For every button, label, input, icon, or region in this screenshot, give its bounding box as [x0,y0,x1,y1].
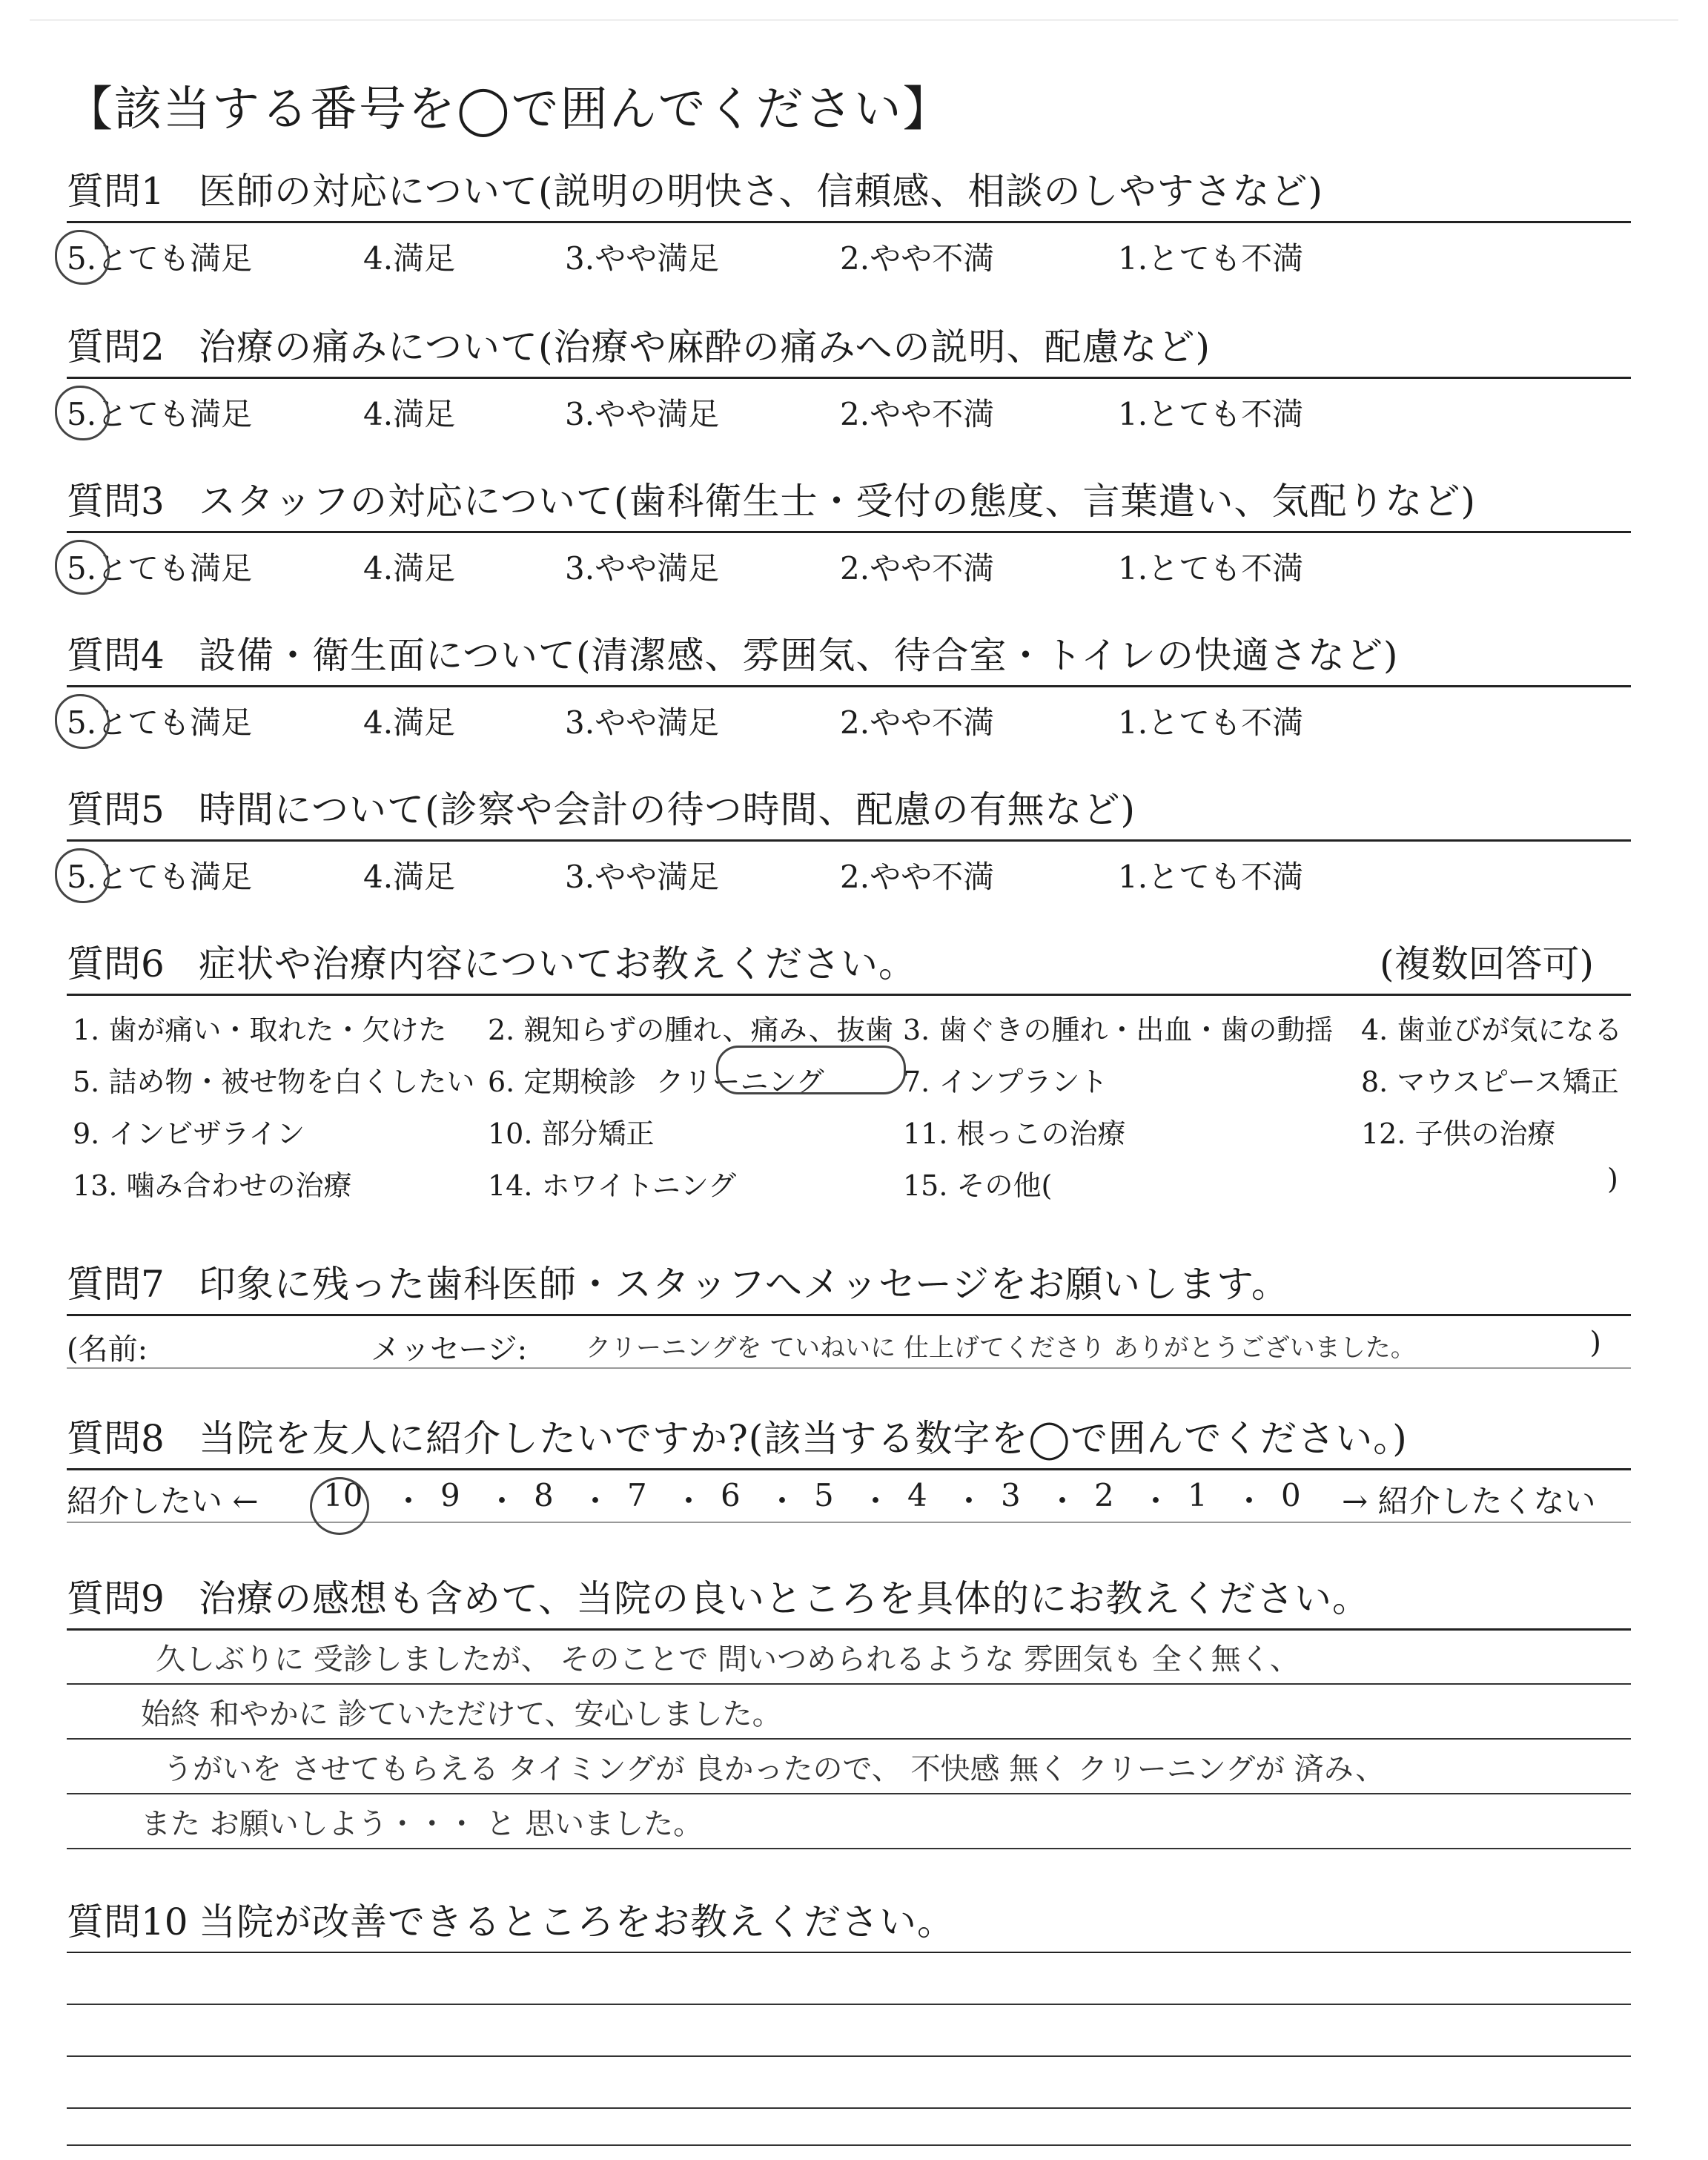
scale-dot: ・ [953,1483,985,1519]
option-4[interactable]: 4.満足 [363,859,456,895]
option-1[interactable]: 1.とても不満 [1118,550,1304,587]
scale-value-7[interactable]: 7 [627,1477,647,1513]
option-4[interactable]: 4.満足 [363,396,456,432]
scale-left-label: 紹介したい ← [67,1483,259,1519]
scale-dot: ・ [767,1483,798,1519]
question-label: 質問8 [67,1417,165,1460]
question-text: 治療の感想も含めて、当院の良いところを具体的にお教えください。 [199,1577,1370,1620]
question-text: 設備・衛生面について(清潔感、雰囲気、待合室・トイレの快適さなど) [199,634,1399,677]
option-5[interactable]: 5.とても満足 [67,240,253,277]
question-text: 当院を友人に紹介したいですか?(該当する数字を◯で囲んでください。) [199,1417,1408,1460]
question-header [67,1889,1631,1953]
scale-value-2[interactable]: 2 [1094,1477,1114,1513]
handwritten-answer-line: うがいを させてもらえる タイミングが 良かったので、 不快感 無く クリーニングが 済み、 [163,1752,1386,1786]
question-header [67,159,1631,223]
cleaning-selection-circle [716,1046,906,1094]
treatment-item[interactable]: 2. 親知らずの腫れ、痛み、抜歯 [488,1014,893,1046]
handwritten-answer-line: 久しぶりに 受診しましたが、 そのことで 問いつめられるような 雰囲気も 全く無く、 [156,1642,1300,1677]
option-1[interactable]: 1.とても不満 [1118,859,1304,895]
question-label: 質問4 [67,634,165,677]
scale-value-4[interactable]: 4 [907,1477,927,1513]
question-header [67,1252,1631,1316]
scale-value-1[interactable]: 1 [1188,1477,1208,1513]
question-label: 質問9 [67,1577,165,1620]
selection-circle [55,540,110,595]
scale-dot: ・ [580,1483,612,1519]
question-text: 当院が改善できるところをお教えください。 [199,1900,955,1943]
question-label: 質問1 [67,170,165,213]
recommendation-scale [67,1477,1631,1523]
treatment-item[interactable]: 7. インプラント [903,1066,1108,1098]
scale-dot: ・ [1140,1483,1172,1519]
treatment-item[interactable]: 14. ホワイトニング [488,1169,737,1202]
treatment-item[interactable]: 11. 根っこの治療 [903,1117,1126,1150]
question-header [67,931,1631,996]
option-1[interactable]: 1.とても不満 [1118,396,1304,432]
scale-value-8[interactable]: 8 [534,1477,554,1513]
question-text: 印象に残った歯科医師・スタッフへメッセージをお願いします。 [199,1263,1289,1306]
answer-line[interactable] [67,1683,1631,1740]
treatment-item[interactable]: 8. マウスピース矯正 [1361,1066,1619,1098]
selection-circle [55,694,110,749]
treatment-item[interactable]: 10. 部分矯正 [488,1117,655,1150]
top-edge-rule [30,19,1678,21]
scale-value-10[interactable]: 10 [323,1477,363,1513]
answer-line[interactable] [67,1628,1631,1685]
option-3[interactable]: 3.やや満足 [565,550,720,587]
scale-dot: ・ [393,1483,425,1519]
scale-dot: ・ [1234,1483,1265,1519]
treatment-item[interactable]: 3. 歯ぐきの腫れ・出血・歯の動揺 [903,1014,1334,1046]
message-field[interactable] [67,1323,1631,1369]
question-header [67,1406,1631,1470]
scale-dot: ・ [486,1483,518,1519]
question-label: 質問7 [67,1263,165,1306]
treatment-item[interactable]: 12. 子供の治療 [1361,1117,1556,1150]
question-header [67,469,1631,533]
option-3[interactable]: 3.やや満足 [565,859,720,895]
question-text: 医師の対応について(説明の明快さ、信頼感、相談のしやすさなど) [199,170,1324,213]
scale-value-6[interactable]: 6 [721,1477,741,1513]
option-5[interactable]: 5.とても満足 [67,704,253,741]
answer-line[interactable] [67,1738,1631,1794]
treatment-item-other[interactable]: 15. その他( [903,1169,1053,1202]
question-header [67,623,1631,687]
answer-line[interactable] [67,1793,1631,1849]
question-text: 時間について(診察や会計の待つ時間、配慮の有無など) [199,788,1136,831]
scale-value-3[interactable]: 3 [1001,1477,1021,1513]
option-2[interactable]: 2.やや不満 [840,550,995,587]
scale-right-label: → 紹介したくない [1342,1483,1596,1519]
question-label: 質問10 [67,1900,188,1943]
option-5[interactable]: 5.とても満足 [67,859,253,895]
option-4[interactable]: 4.満足 [363,240,456,277]
question-header [67,1566,1631,1631]
option-2[interactable]: 2.やや不満 [840,396,995,432]
question-label: 質問5 [67,788,165,831]
question-text: 治療の痛みについて(治療や麻酔の痛みへの説明、配慮など) [199,326,1211,369]
question-text: 症状や治療内容についてお教えください。 [199,942,916,985]
option-2[interactable]: 2.やや不満 [840,859,995,895]
treatment-item-label: 6. 定期検診 [488,1066,637,1098]
selection-circle [55,386,110,440]
treatment-item[interactable]: 5. 詰め物・被せ物を白くしたい [73,1066,475,1098]
scale-dot: ・ [673,1483,705,1519]
option-3[interactable]: 3.やや満足 [565,704,720,741]
scale-value-5[interactable]: 5 [814,1477,834,1513]
page-title: 【該当する番号を◯で囲んでください】 [65,82,952,137]
question-label: 質問6 [67,942,165,985]
question-header [67,314,1631,379]
answer-line[interactable] [67,1952,1631,2005]
option-5[interactable]: 5.とても満足 [67,550,253,587]
message-close-paren: ) [1589,1326,1601,1360]
handwritten-answer-line: 始終 和やかに 診ていただけて、安心しました。 [141,1697,782,1731]
answer-line[interactable] [67,2004,1631,2057]
circled-option-text: クリーニング [655,1066,824,1098]
scale-value-0[interactable]: 0 [1281,1477,1301,1513]
multiple-answers-note: (複数回答可) [1379,942,1594,985]
option-1[interactable]: 1.とても不満 [1118,704,1304,741]
handwritten-message: クリーニングを ていねいに 仕上げてくださり ありがとうございました。 [586,1333,1416,1363]
question-header [67,777,1631,842]
answer-line[interactable] [67,2107,1631,2146]
question-text: スタッフの対応について(歯科衛生士・受付の態度、言葉遣い、気配りなど) [199,480,1477,523]
treatment-item[interactable]: 4. 歯並びが気になる [1361,1014,1623,1046]
option-2[interactable]: 2.やや不満 [840,240,995,277]
option-1[interactable]: 1.とても不満 [1118,240,1304,277]
treatment-item[interactable]: 1. 歯が痛い・取れた・欠けた [73,1014,447,1046]
treatment-item[interactable]: 9. インビザライン [73,1117,305,1150]
message-label: メッセージ: [371,1332,528,1367]
other-close-paren: ) [1607,1163,1618,1195]
option-3[interactable]: 3.やや満足 [565,240,720,277]
question-label: 質問2 [67,326,165,369]
treatment-item[interactable]: 13. 噛み合わせの治療 [73,1169,352,1202]
option-5[interactable]: 5.とても満足 [67,396,253,432]
option-4[interactable]: 4.満足 [363,704,456,741]
selection-circle [55,848,110,903]
answer-line[interactable] [67,2055,1631,2109]
scale-dot: ・ [860,1483,892,1519]
scale-dot: ・ [1047,1483,1079,1519]
handwritten-answer-line: また お願いしよう・・・ と 思いました。 [141,1807,704,1841]
selection-circle [310,1477,369,1535]
option-4[interactable]: 4.満足 [363,550,456,587]
selection-circle [55,230,110,285]
option-2[interactable]: 2.やや不満 [840,704,995,741]
question-label: 質問3 [67,480,165,523]
name-label: (名前: [67,1332,148,1367]
scale-value-9[interactable]: 9 [440,1477,460,1513]
option-3[interactable]: 3.やや満足 [565,396,720,432]
